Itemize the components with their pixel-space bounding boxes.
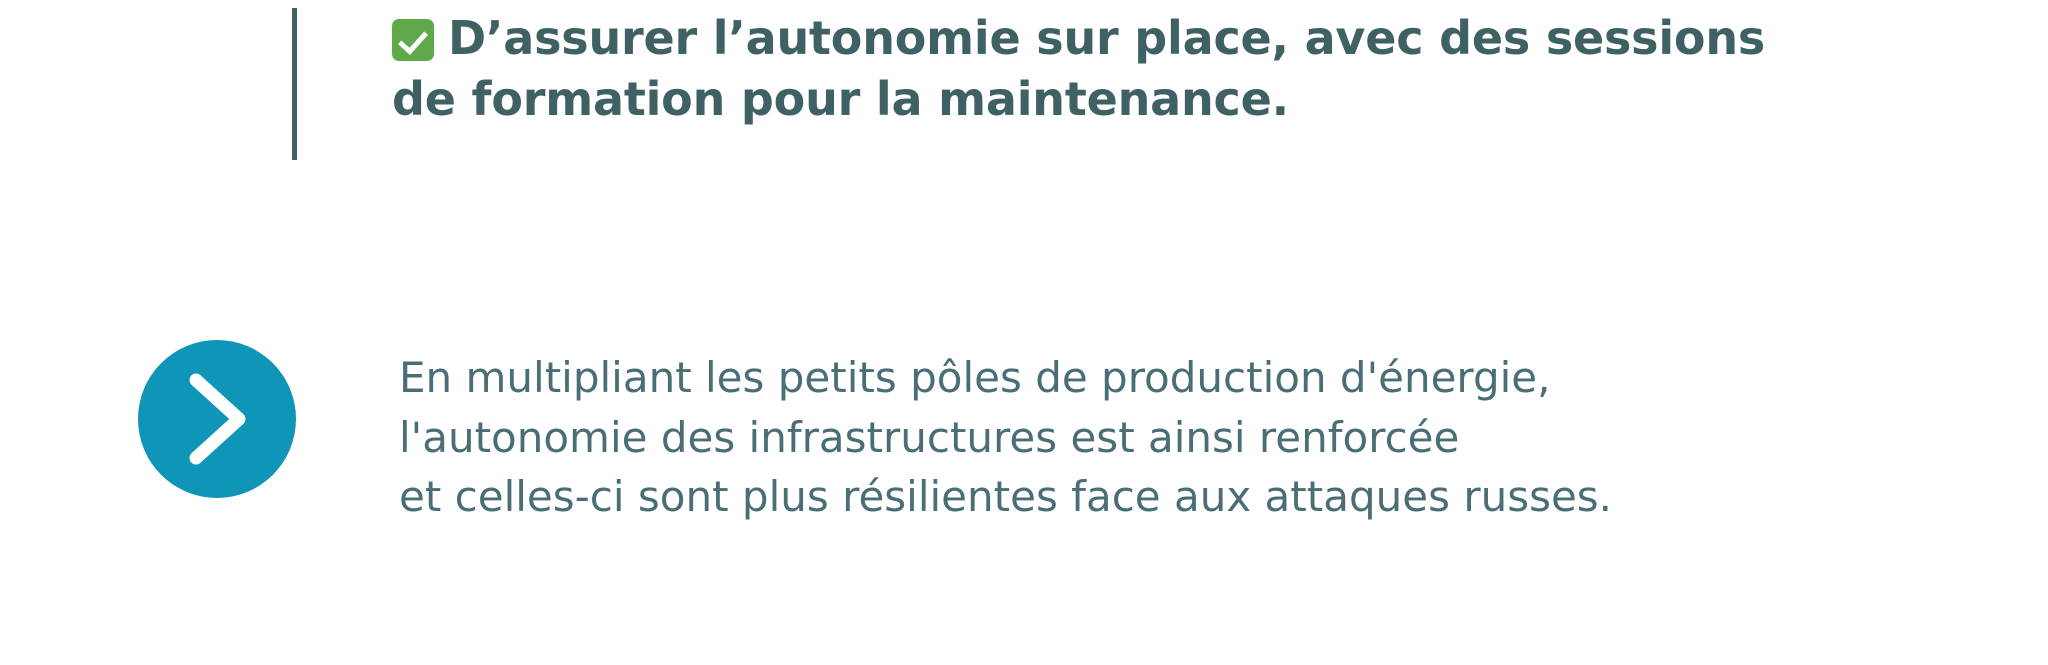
- note-line-1: En multipliant les petits pôles de production d'énergie,: [399, 353, 1551, 402]
- quote-text: [392, 8, 1765, 129]
- quote-line-2: de formation pour la maintenance.: [392, 71, 1289, 126]
- note-callout: [138, 340, 1612, 527]
- check-mark-button-icon: [392, 19, 434, 61]
- quote-callout: [292, 8, 1765, 160]
- chevron-right-badge: [138, 340, 296, 498]
- chevron-right-icon: [182, 372, 252, 466]
- note-line-2: l'autonomie des infrastructures est ainsi renforcée: [399, 412, 1460, 462]
- note-text: [399, 348, 1612, 527]
- quote-line-1: D’assurer l’autonomie sur place, avec des sessions: [448, 11, 1766, 65]
- note-line-3: et celles-ci sont plus résilientes face aux attaques russes.: [399, 472, 1613, 522]
- note-content: [296, 340, 1612, 527]
- quote-content: [297, 8, 1765, 160]
